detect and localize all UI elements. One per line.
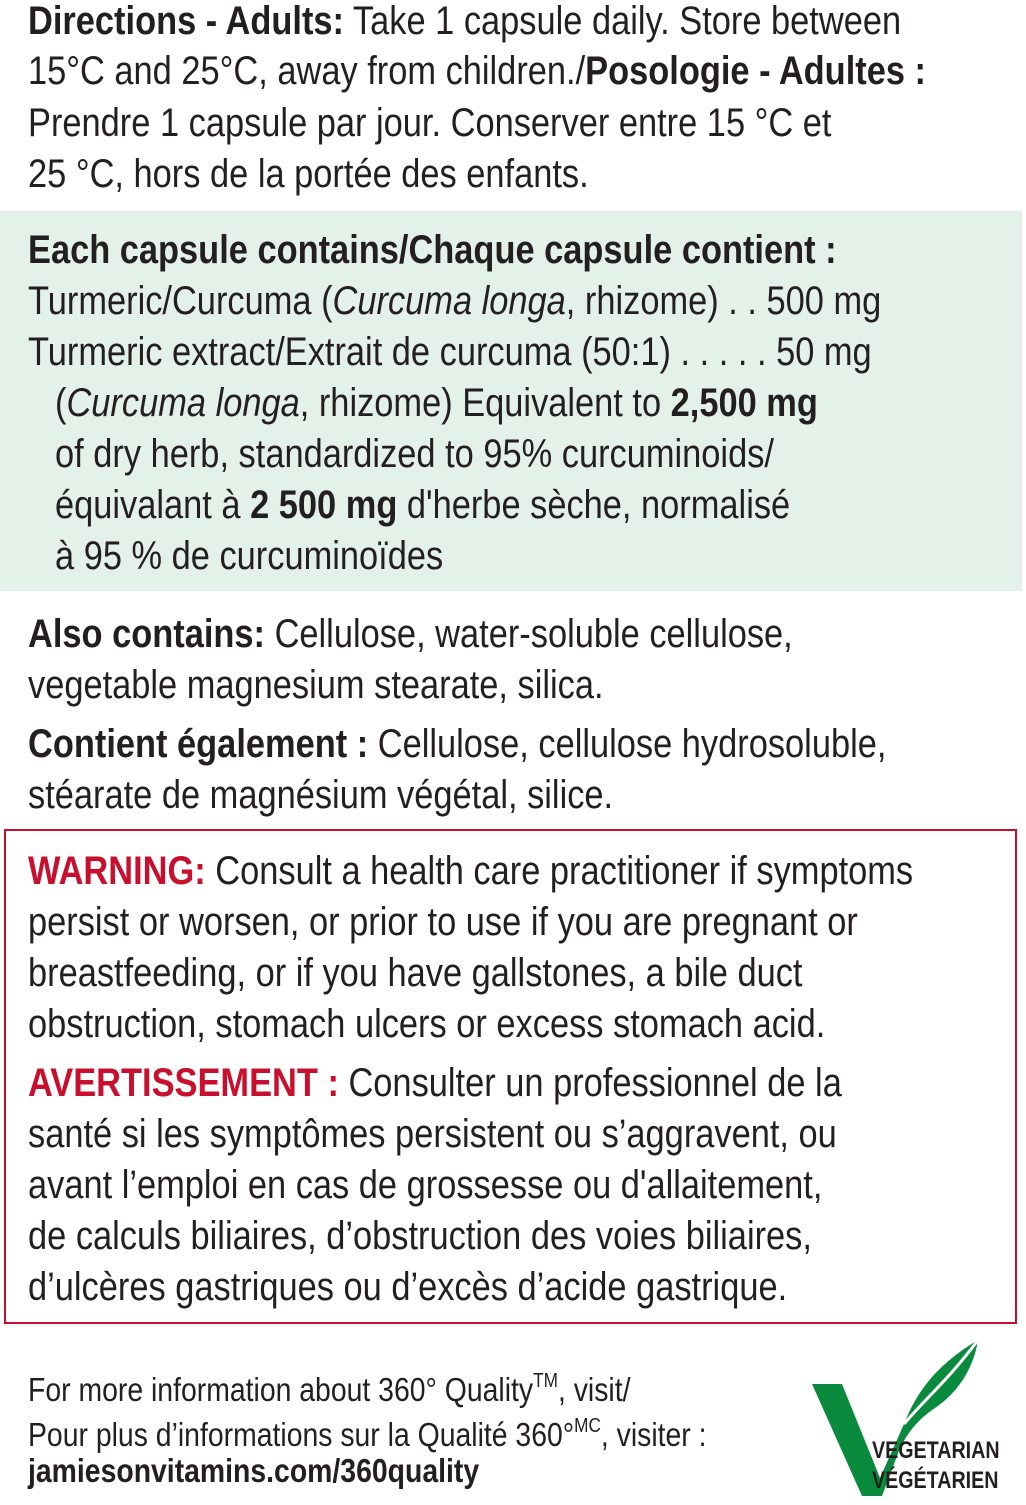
ingredient-detail-1: (Curcuma longa, rhizome) Equivalent to 2,500 mg <box>55 381 818 425</box>
vegetarian-label-fr: VÉGÉTARIEN <box>872 1467 999 1494</box>
ingredient-row-extract: Turmeric extract/Extrait de curcuma (50:1) . . . . . 50 mg <box>28 330 872 374</box>
footer-info-en: For more information about 360° Quality™, visit/ <box>28 1370 631 1408</box>
ingredient-row-turmeric: Turmeric/Curcuma (Curcuma longa, rhizome) . . 500 mg <box>28 279 882 323</box>
avertissement-line-3: avant l’emploi en cas de grossesse ou d'allaitement, <box>28 1163 823 1207</box>
ingredient-detail-2: of dry herb, standardized to 95% curcuminoids/ <box>55 432 774 476</box>
avertissement-line-5: d’ulcères gastriques ou d’excès d’acide gastrique. <box>28 1265 788 1309</box>
ingredient-detail-4: à 95 % de curcuminoïdes <box>55 534 444 578</box>
warning-line-2: persist or worsen, or prior to use if you are pregnant or <box>28 900 858 944</box>
warning-line-3: breastfeeding, or if you have gallstones, a bile duct <box>28 951 803 995</box>
warning-line-4: obstruction, stomach ulcers or excess stomach acid. <box>28 1002 826 1046</box>
directions-line-2: 15°C and 25°C, away from children./Posologie - Adultes : <box>28 49 926 93</box>
footer-info-fr: Pour plus d’informations sur la Qualité 360°$^{MC}$, visiter : <box>28 1415 707 1453</box>
vegetarian-label-en: VEGETARIAN <box>872 1437 1000 1464</box>
vegetarian-badge <box>800 1340 1026 1500</box>
footer-url-link[interactable]: jamiesonvitamins.com/360quality <box>28 1452 480 1489</box>
directions-line-1: Directions - Adults: Take 1 capsule daily. Store between <box>28 0 902 43</box>
avertissement-line-4: de calculs biliaires, d’obstruction des voies biliaires, <box>28 1214 812 1258</box>
also-contains-line-2: vegetable magnesium stearate, silica. <box>28 663 604 707</box>
contient-line-2: stéarate de magnésium végétal, silice. <box>28 773 614 817</box>
directions-line-4: 25 °C, hors de la portée des enfants. <box>28 152 589 196</box>
ingredients-heading: Each capsule contains/Chaque capsule contient : <box>28 228 837 272</box>
also-contains-line-1: Also contains: Cellulose, water-soluble cellulose, <box>28 612 793 656</box>
avertissement-line-1: AVERTISSEMENT : Consulter un professionnel de la <box>28 1061 842 1105</box>
avertissement-line-2: santé si les symptômes persistent ou s’aggravent, ou <box>28 1112 837 1156</box>
ingredient-detail-3: équivalant à 2 500 mg d'herbe sèche, normalisé <box>55 483 791 527</box>
contient-line-1: Contient également : Cellulose, cellulose hydrosoluble, <box>28 722 887 766</box>
directions-line-3: Prendre 1 capsule par jour. Conserver entre 15 °C et <box>28 101 832 145</box>
warning-line-1: WARNING: Consult a health care practitioner if symptoms <box>28 849 914 893</box>
